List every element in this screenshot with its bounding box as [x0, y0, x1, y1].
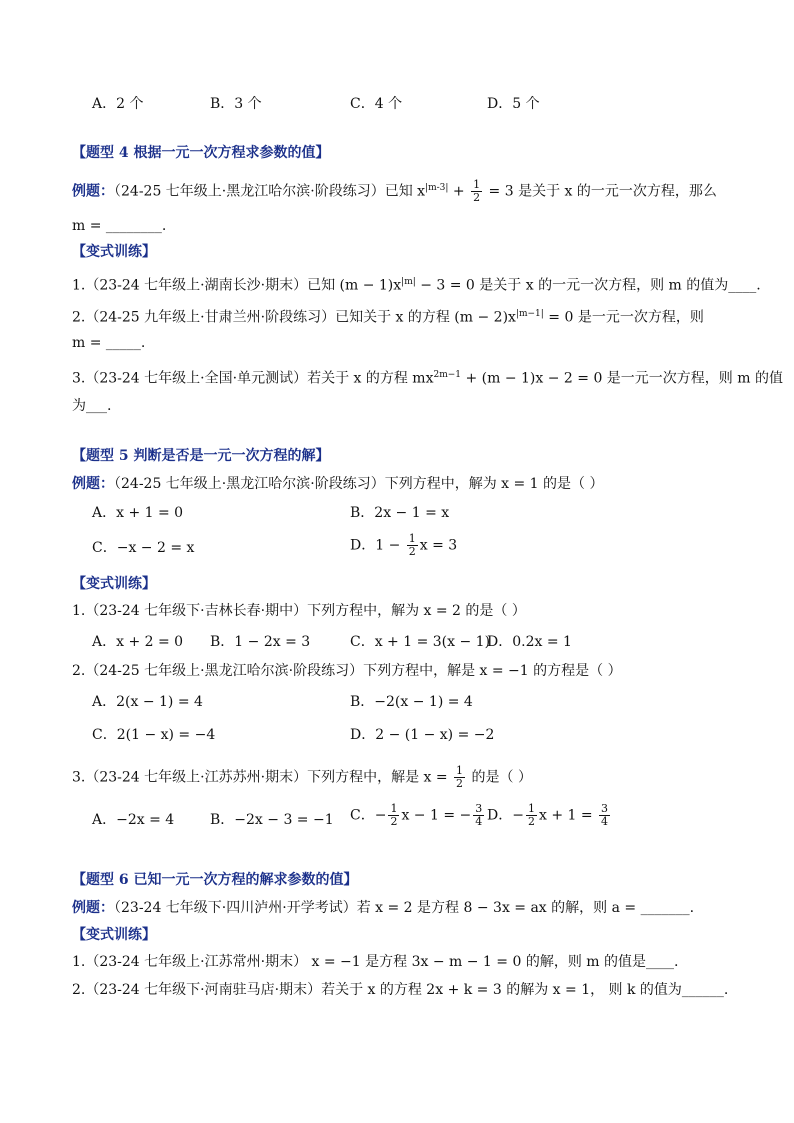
s4-q3: 3.（23-24 七年级上·全国·单元测试）若关于 x 的方程 $mx^{2m-1} + (m - 1)x - 2 = 0$ 是一元一次方程，则 m 的值	[72, 370, 783, 387]
s5-ex-option-a: A．x + 1 = 0	[92, 505, 184, 521]
option-a: A．2 个	[92, 96, 144, 112]
s4-q1: 1.（23-24 七年级上·湖南长沙·期末）已知 $(m - 1)x^{|m|} - 3 = 0$ 是关于 x 的一元一次方程，则 m 的值为____.	[72, 277, 761, 294]
s4-example-text-b: +	[452, 183, 470, 200]
s5-q3-option-b: B．−2x − 3 = −1	[210, 812, 334, 828]
s4-example-exponent: |m-3|	[425, 183, 449, 193]
s4-train-label: 【变式训练】	[72, 244, 156, 260]
s5-q2-option-b: B．−2(x − 1) = 4	[350, 694, 473, 710]
s5-q3-option-c: C．− $\frac{1}{2}$ x − 1 = − $\frac{3}{4}$	[350, 802, 483, 828]
s6-train-label: 【变式训练】	[72, 927, 156, 943]
option-b: B．3 个	[210, 96, 262, 112]
s5-train-label: 【变式训练】	[72, 576, 156, 592]
s5-q2: 2.（24-25 七年级上·黑龙江哈尔滨·阶段练习）下列方程中，解是 x = −1 的方程是（ ）	[72, 663, 622, 679]
s5-ex-option-d: D．1 − $\frac{1}{2}$ x = 3	[350, 532, 458, 558]
s5-q2-option-a: A．2(x − 1) = 4	[92, 694, 203, 710]
s5-q2-option-c: C．2(1 − x) = −4	[92, 727, 216, 743]
s5-q1: 1.（23-24 七年级下·吉林长春·期中）下列方程中，解为 x = 2 的是（ ）	[72, 603, 526, 619]
section-6-heading: 【题型 6 已知一元一次方程的解求参数的值】	[72, 872, 358, 888]
s5-q1-option-a: A．x + 2 = 0	[92, 634, 184, 650]
section-5-heading: 【题型 5 判断是否是一元一次方程的解】	[72, 448, 330, 464]
s4-q3-line2: 为___.	[72, 398, 112, 414]
fraction: $\frac{1}{2}$	[473, 178, 481, 205]
s4-example-text-c: = 3 是关于 x 的一元一次方程，那么	[484, 183, 717, 200]
s5-q3-option-a: A．−2x = 4	[92, 812, 175, 828]
s5-q3-option-d: D．− $\frac{1}{2}$ x + 1 = $\frac{3}{4}$	[487, 802, 609, 828]
s5-q3: 3.（23-24 七年级上·江苏苏州·期末）下列方程中，解是 x = $\frac{1}{2}$ 的是（ ）	[72, 764, 532, 790]
s4-q2: 2.（24-25 九年级上·甘肃兰州·阶段练习）已知关于 x 的方程 $(m - 2)x^{|m-1|} = 0$ 是一元一次方程，则	[72, 309, 704, 326]
s4-example	[72, 178, 717, 204]
s4-example-text-a: （24-25 七年级上·黑龙江哈尔滨·阶段练习）已知 x	[114, 183, 426, 200]
option-c: C．4 个	[350, 96, 403, 112]
s6-example: 例题：（23-24 七年级下·四川泸州·开学考试）若 x = 2 是方程 8 − 3x = ax 的解，则 a = _______.	[72, 900, 695, 916]
s5-example: 例题：（24-25 七年级上·黑龙江哈尔滨·阶段练习）下列方程中，解为 x = 1 的是（ ）	[72, 476, 604, 492]
s5-ex-option-b: B．2x − 1 = x	[350, 505, 450, 521]
s5-q1-option-d: D．0.2x = 1	[487, 634, 572, 650]
option-d: D．5 个	[487, 96, 540, 112]
s6-q2: 2.（23-24 七年级下·河南驻马店·期末）若关于 x 的方程 2x + k = 3 的解为 x = 1， 则 k 的值为______.	[72, 982, 729, 998]
s4-q2-line2: m = _____.	[72, 335, 146, 351]
s6-q1: 1.（23-24 七年级上·江苏常州·期末） x = −1 是方程 3x − m − 1 = 0 的解，则 m 的值是____.	[72, 954, 679, 970]
s5-q1-option-c: C．x + 1 = 3(x − 1)	[350, 634, 491, 650]
section-4-heading: 【题型 4 根据一元一次方程求参数的值】	[72, 145, 330, 161]
s5-ex-option-c: C．−x − 2 = x	[92, 540, 195, 556]
example-label: 例题：	[72, 183, 114, 200]
s4-example-line2: m = ________.	[72, 218, 167, 234]
s5-q1-option-b: B．1 − 2x = 3	[210, 634, 311, 650]
s5-q2-option-d: D．2 − (1 − x) = −2	[350, 727, 495, 743]
